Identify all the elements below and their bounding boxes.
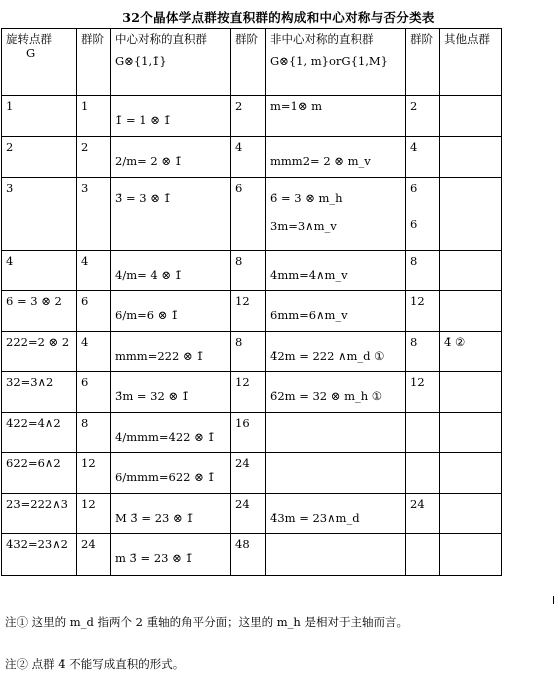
- cell-order-3-text: 12: [410, 375, 425, 389]
- note-1: 注① 这里的 m_d 指两个 2 重轴的角平分面；这里的 m_h 是相对于主轴而言。: [5, 615, 408, 629]
- table-row: [2, 372, 502, 413]
- header-order-3: 群阶: [406, 29, 440, 96]
- cell-noncentrosymmetric-text: mmm2= 2 ⊗ m_v: [270, 154, 371, 168]
- cell-other-groups: [440, 178, 502, 251]
- cell-centrosymmetric: [111, 96, 231, 137]
- cell-other-groups: [440, 291, 502, 332]
- cell-noncentrosymmetric: [266, 251, 406, 291]
- header-noncentrosymmetric: [266, 29, 406, 96]
- header-other-groups: 其他点群: [440, 29, 502, 96]
- cell-centrosymmetric-text: mmm=222 ⊗ 1̄: [115, 349, 204, 363]
- cell-centrosymmetric: [111, 178, 231, 251]
- cell-centrosymmetric-text: 3̄m = 32 ⊗ 1̄: [115, 389, 190, 403]
- cell-order-1: [77, 291, 111, 332]
- cell-noncentrosymmetric: [266, 291, 406, 332]
- table-row: [2, 494, 502, 534]
- cell-noncentrosymmetric-text: [270, 416, 401, 430]
- cell-order-1: [77, 251, 111, 291]
- cell-order-1: [77, 96, 111, 137]
- cell-centrosymmetric: [111, 251, 231, 291]
- header-order-2: 群阶: [231, 29, 266, 96]
- cell-rotation-group: [2, 137, 77, 178]
- cell-centrosymmetric-text: 4/m= 4 ⊗ 1̄: [115, 268, 182, 282]
- cell-order-3-text: 24: [410, 497, 425, 511]
- cell-noncentrosymmetric-text: 6̄ = 3 ⊗ m_h: [270, 191, 343, 205]
- cell-order-2-text: 12: [235, 294, 250, 308]
- cell-rotation-group: [2, 251, 77, 291]
- header-centrosymmetric-formula: G⊗{1,1̄}: [115, 54, 167, 68]
- cell-order-3: [406, 96, 440, 137]
- cell-centrosymmetric: [111, 494, 231, 534]
- header-noncentrosymmetric-label: 非中心对称的直积群: [270, 32, 374, 46]
- cell-rotation-group-text: 422=4∧2: [6, 416, 61, 430]
- cell-rotation-group-text: 3: [6, 181, 14, 195]
- cell-order-2-text: 8: [235, 335, 243, 349]
- cell-order-2: [231, 534, 266, 576]
- header-centrosymmetric-label: 中心对称的直积群: [115, 32, 207, 46]
- cell-order-1-text: 12: [81, 456, 96, 470]
- cell-order-3: [406, 332, 440, 372]
- cell-other-groups: [440, 453, 502, 494]
- cell-order-2-text: 24: [235, 456, 250, 470]
- cell-other-groups: [440, 494, 502, 534]
- cell-centrosymmetric-text: 3̄ = 3 ⊗ 1̄: [115, 191, 171, 205]
- cell-order-3-text: 4: [410, 140, 418, 154]
- cell-noncentrosymmetric: [266, 372, 406, 413]
- cell-rotation-group-text: 2: [6, 140, 14, 154]
- cell-noncentrosymmetric: [266, 96, 406, 137]
- cell-noncentrosymmetric: [266, 332, 406, 372]
- cell-noncentrosymmetric: [266, 413, 406, 453]
- cell-order-1: [77, 453, 111, 494]
- cell-order-2: [231, 494, 266, 534]
- cell-centrosymmetric: [111, 372, 231, 413]
- cell-rotation-group: [2, 534, 77, 576]
- cell-centrosymmetric-text: 2/m= 2 ⊗ 1̄: [115, 154, 182, 168]
- cell-order-3-text: 2: [410, 99, 418, 113]
- cell-other-groups: [440, 534, 502, 576]
- table-row: [2, 137, 502, 178]
- cell-order-3-second-text: 6: [410, 217, 418, 231]
- cell-order-2-text: 24: [235, 497, 250, 511]
- cell-noncentrosymmetric: [266, 453, 406, 494]
- cell-other-groups: [440, 137, 502, 178]
- cell-noncentrosymmetric-text: 6̄2m = 32 ⊗ m_h ①: [270, 389, 383, 403]
- page-edge-mark: [553, 596, 554, 604]
- cell-centrosymmetric: [111, 137, 231, 178]
- cell-order-1: [77, 372, 111, 413]
- cell-order-2: [231, 413, 266, 453]
- table-title: 32个晶体学点群按直积群的构成和中心对称与否分类表: [122, 10, 435, 25]
- cell-other-groups: [440, 372, 502, 413]
- cell-order-1-text: 1: [81, 99, 89, 113]
- cell-other-groups: [440, 332, 502, 372]
- cell-order-1-text: 3: [81, 181, 89, 195]
- cell-order-1-text: 2: [81, 140, 89, 154]
- cell-order-2-text: 2: [235, 99, 243, 113]
- cell-centrosymmetric: [111, 534, 231, 576]
- cell-order-1: [77, 534, 111, 576]
- cell-other-groups: [440, 251, 502, 291]
- cell-order-2-text: 6: [235, 181, 243, 195]
- cell-order-3: [406, 178, 440, 251]
- cell-rotation-group: [2, 332, 77, 372]
- table-row: [2, 534, 502, 576]
- cell-order-2: [231, 251, 266, 291]
- cell-rotation-group: [2, 413, 77, 453]
- cell-order-2: [231, 332, 266, 372]
- cell-noncentrosymmetric-text: m=1⊗ m: [270, 99, 323, 113]
- cell-order-1: [77, 137, 111, 178]
- cell-order-3: [406, 453, 440, 494]
- cell-centrosymmetric: [111, 291, 231, 332]
- cell-order-1-text: 24: [81, 537, 96, 551]
- cell-rotation-group-text: 4: [6, 254, 14, 268]
- cell-order-2-text: 8: [235, 254, 243, 268]
- cell-order-1: [77, 413, 111, 453]
- cell-order-1-text: 6: [81, 294, 89, 308]
- cell-centrosymmetric: [111, 413, 231, 453]
- cell-order-3: [406, 372, 440, 413]
- cell-order-2: [231, 291, 266, 332]
- cell-order-3: [406, 137, 440, 178]
- cell-other-groups-text: 4̄ ②: [444, 335, 466, 349]
- cell-noncentrosymmetric-text: 4mm=4∧m_v: [270, 268, 348, 282]
- cell-noncentrosymmetric: [266, 534, 406, 576]
- cell-rotation-group: [2, 96, 77, 137]
- cell-rotation-group: [2, 372, 77, 413]
- cell-order-2: [231, 96, 266, 137]
- cell-order-2: [231, 137, 266, 178]
- cell-order-3-text: 8: [410, 254, 418, 268]
- cell-order-3-text: 8: [410, 335, 418, 349]
- cell-order-3: [406, 534, 440, 576]
- cell-noncentrosymmetric-second-text: 3m=3∧m_v: [270, 219, 337, 233]
- header-rotation-group-label: 旋转点群: [6, 32, 52, 46]
- header-rotation-group: [2, 29, 77, 96]
- cell-noncentrosymmetric: [266, 178, 406, 251]
- cell-noncentrosymmetric: [266, 494, 406, 534]
- cell-rotation-group: [2, 178, 77, 251]
- note-2: 注② 点群 4̄ 不能写成直积的形式。: [5, 657, 185, 671]
- cell-order-1: [77, 178, 111, 251]
- cell-centrosymmetric-text: 6/m=6 ⊗ 1̄: [115, 308, 179, 322]
- cell-rotation-group-text: 23=222∧3: [6, 497, 68, 511]
- table-row: [2, 178, 502, 251]
- cell-order-3: [406, 291, 440, 332]
- cell-centrosymmetric-text: 4/mmm=422 ⊗ 1̄: [115, 430, 215, 444]
- table-row: [2, 332, 502, 372]
- header-noncentrosymmetric-formula: G⊗{1, m}orG{1,M}: [270, 54, 388, 68]
- cell-rotation-group-text: 32=3∧2: [6, 375, 54, 389]
- cell-order-2: [231, 178, 266, 251]
- cell-order-3-text: 6: [410, 181, 418, 195]
- cell-centrosymmetric-text: 1̄ = 1 ⊗ 1̄: [115, 113, 171, 127]
- cell-noncentrosymmetric-text: 6mm=6∧m_v: [270, 308, 348, 322]
- cell-order-2-text: 16: [235, 416, 250, 430]
- cell-order-2: [231, 372, 266, 413]
- cell-order-2-text: 48: [235, 537, 250, 551]
- cell-rotation-group: [2, 494, 77, 534]
- cell-order-3: [406, 494, 440, 534]
- cell-order-3: [406, 251, 440, 291]
- cell-order-1-text: 8: [81, 416, 89, 430]
- cell-other-groups: [440, 96, 502, 137]
- cell-order-2-text: 12: [235, 375, 250, 389]
- cell-centrosymmetric-text: 6/mmm=622 ⊗ 1̄: [115, 470, 215, 484]
- cell-order-1-text: 4: [81, 335, 89, 349]
- header-rotation-group-symbol: G: [26, 46, 36, 60]
- header-centrosymmetric: [111, 29, 231, 96]
- cell-order-1-text: 4: [81, 254, 89, 268]
- cell-order-3: [406, 413, 440, 453]
- point-group-table: [1, 28, 502, 576]
- table-row: [2, 413, 502, 453]
- cell-noncentrosymmetric-text: [270, 537, 401, 551]
- cell-order-3-text: 12: [410, 294, 425, 308]
- cell-rotation-group-text: 432=23∧2: [6, 537, 68, 551]
- cell-rotation-group: [2, 453, 77, 494]
- cell-centrosymmetric-text: m 3̄ = 23 ⊗ 1̄: [115, 551, 193, 565]
- cell-noncentrosymmetric: [266, 137, 406, 178]
- cell-centrosymmetric: [111, 453, 231, 494]
- cell-rotation-group-text: 6 = 3 ⊗ 2: [6, 294, 62, 308]
- cell-rotation-group-text: 222=2 ⊗ 2: [6, 335, 70, 349]
- cell-order-2-text: 4: [235, 140, 243, 154]
- table-row: [2, 96, 502, 137]
- header-order-1: 群阶: [77, 29, 111, 96]
- cell-rotation-group-text: 622=6∧2: [6, 456, 61, 470]
- table-row: [2, 251, 502, 291]
- cell-order-1-text: 12: [81, 497, 96, 511]
- cell-order-1: [77, 494, 111, 534]
- cell-noncentrosymmetric-text: 4̄2m = 222 ∧m_d ①: [270, 349, 385, 363]
- cell-rotation-group: [2, 291, 77, 332]
- cell-order-2: [231, 453, 266, 494]
- cell-other-groups: [440, 413, 502, 453]
- table-row: [2, 291, 502, 332]
- cell-order-1: [77, 332, 111, 372]
- header-row: [2, 29, 502, 96]
- cell-rotation-group-text: 1: [6, 99, 14, 113]
- cell-noncentrosymmetric-text: 4̄3m = 23∧m_d: [270, 511, 360, 525]
- table-row: [2, 453, 502, 494]
- cell-centrosymmetric: [111, 332, 231, 372]
- cell-order-1-text: 6: [81, 375, 89, 389]
- cell-noncentrosymmetric-text: [270, 456, 401, 470]
- cell-centrosymmetric-text: M 3̄ = 23 ⊗ 1̄: [115, 511, 194, 525]
